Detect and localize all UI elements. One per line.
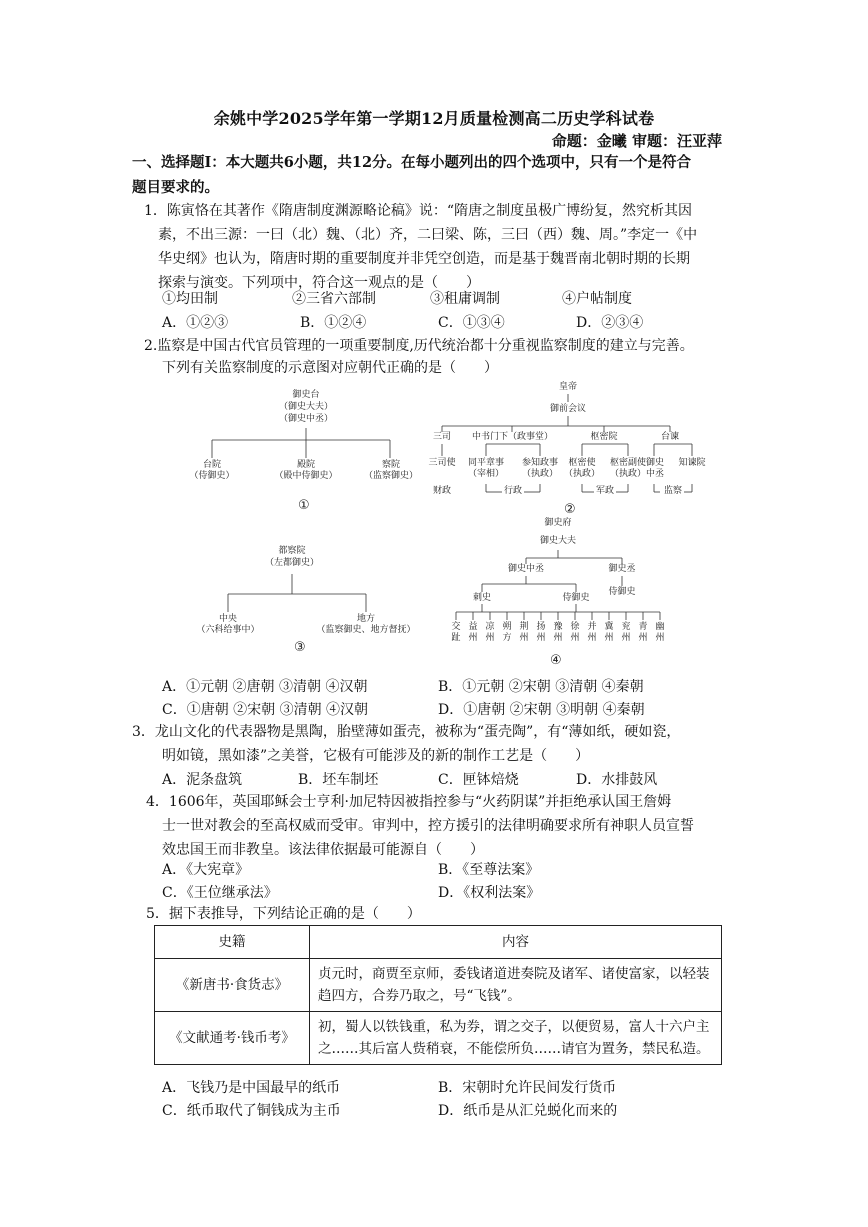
d1-node-3: 察院 （监察御史）	[363, 460, 418, 481]
d2-sub-4: 枢密使 （执政）	[563, 458, 600, 479]
question-3-stem: 3．龙山文化的代表器物是黑陶，胎壁薄如蛋壳，被称为“蛋壳陶”，有“薄如纸，硬如瓷，	[132, 724, 681, 740]
diagram-2-lines	[420, 380, 720, 520]
d2-branch-1: 三司	[432, 432, 451, 442]
d2-meeting: 御前会议	[549, 404, 586, 414]
q3-option-c[interactable]: C．匣钵焙烧	[438, 772, 519, 788]
d2-label-1: 财政	[432, 486, 451, 496]
question-1-stem-cont: 素，不出三源：一曰（北）魏、（北）齐，二曰梁、陈，三曰（西）魏、周。”李定一《中 华史纲》也认为，隋唐时期的重要制度并非凭空创造，而是基于魏晋南北朝时期的长期 探索与演变。下列项中，符合这一观点的是（ ）	[158, 227, 698, 291]
d1-node-2: 殿院 （殿中侍御史）	[274, 460, 338, 481]
question-2-stem-cont: 下列有关监察制度的示意图对应朝代正确的是（ ）	[162, 360, 498, 376]
table-cell-content: 贞元时，商贾至京师，委钱诸道进奏院及诸军、诸使富家，以轻装趋四方，合券乃取之，号“飞钱”。	[310, 959, 722, 1012]
section-heading: 一、选择题Ⅰ：本大题共6小题，共12分。在每小题列出的四个选项中，只有一个是符合 题目要求的。	[132, 154, 692, 196]
table-row	[155, 959, 722, 1012]
q3-option-b[interactable]: B．坯车制坯	[298, 772, 379, 788]
d4-col: 青州	[638, 622, 648, 643]
question-1-stem: 1．陈寅恪在其著作《隋唐制度渊源略论稿》说：“隋唐之制度虽极广博纷复，然究析其因	[144, 203, 693, 219]
table-cell-source: 《文献通考·钱币考》	[155, 1012, 310, 1065]
d4-col: 冀州	[604, 622, 614, 643]
d4-top-2: 御史大夫	[539, 536, 576, 546]
q2-option-b[interactable]: B．①元朝 ②宋朝 ③清朝 ④秦朝	[438, 679, 644, 695]
d2-sub-7: 知谏院	[678, 458, 706, 468]
d4-col: 交趾	[451, 622, 461, 643]
d3-top-2: （左都御史）	[264, 558, 319, 568]
q2-option-d[interactable]: D．①唐朝 ②宋朝 ③明朝 ④秦朝	[438, 702, 645, 718]
d4-col: 兖州	[621, 622, 631, 643]
question-4-stem: 4．1606年，英国耶稣会士亨利·加尼特因被指控参与“火药阴谋”并拒绝承认国王詹姆	[146, 794, 672, 810]
q3-option-d[interactable]: D．水排鼓风	[576, 772, 658, 788]
d1-number: ①	[298, 498, 310, 513]
q5-option-d[interactable]: D．纸币是从汇兑蜕化而来的	[438, 1103, 618, 1119]
d1-top-2: （御史大夫）	[278, 402, 333, 412]
d2-branch-4: 台谏	[660, 432, 679, 442]
d4-low-2: 侍御史	[562, 593, 590, 603]
question-3-stem-cont: 明如镜，黑如漆”之美誉，它极有可能涉及的新的制作工艺是（ ）	[162, 748, 590, 764]
d2-branch-3: 枢密院	[590, 432, 618, 442]
d4-col: 徐州	[570, 622, 580, 643]
d2-sub-1: 三司使	[428, 458, 456, 468]
table-cell-source: 《新唐书·食货志》	[155, 959, 310, 1012]
d4-mid-1: 御史中丞	[507, 564, 544, 574]
table-cell-content: 初，蜀人以铁钱重，私为券，谓之交子，以便贸易，富人十六户主之……其后富人赀稍衰，不能偿所负……请官为置务，禁民私造。	[310, 1012, 722, 1065]
d4-low-1: 刺史	[472, 593, 491, 603]
diagram-1-censorate-tang	[190, 388, 430, 518]
d3-number: ③	[294, 640, 306, 655]
q2-option-a[interactable]: A．①元朝 ②唐朝 ③清朝 ④汉朝	[162, 679, 368, 695]
table-header-content: 内容	[310, 926, 722, 959]
q4-option-c[interactable]: C．《王位继承法》	[162, 885, 278, 901]
d2-branch-2: 中书门下（政事堂）	[472, 432, 554, 442]
question-4-stem-cont: 士一世对教会的至高权威而受审。审判中，控方援引的法律明确要求所有神职人员宣誓 效忠国王而非教皇。该法律依据最可能源自（ ）	[162, 818, 694, 858]
option-a[interactable]: A．①②③	[162, 315, 229, 331]
d4-col: 荆州	[519, 622, 529, 643]
d1-top-3: （御史中丞）	[278, 414, 333, 424]
option-d[interactable]: D．②③④	[576, 315, 644, 331]
d3-top-1: 都察院	[278, 546, 306, 556]
d3-node-2: 地方 （监察御史、地方督抚）	[316, 614, 416, 635]
d2-label-4: 监察	[663, 486, 682, 496]
d2-top: 皇帝	[558, 382, 577, 392]
diagram-3-qing	[188, 544, 428, 660]
q5-source-table	[154, 925, 722, 1065]
d3-node-1: 中央 （六科给事中）	[196, 614, 260, 635]
q4-option-b[interactable]: B．《至尊法案》	[438, 862, 540, 878]
d4-col: 凉州	[485, 622, 495, 643]
q3-option-a[interactable]: A．泥条盘筑	[162, 772, 243, 788]
d4-col: 扬州	[536, 622, 546, 643]
option-c[interactable]: C．①③④	[438, 315, 505, 331]
q4-option-d[interactable]: D．《权利法案》	[438, 885, 541, 901]
d2-sub-6: 御史 中丞	[645, 458, 664, 479]
d4-top-1: 御史府	[544, 518, 572, 528]
d2-label-3: 军政	[595, 486, 614, 496]
d2-number: ②	[564, 502, 576, 517]
d4-col: 并州	[587, 622, 597, 643]
q5-option-c[interactable]: C．纸币取代了铜钱成为主币	[162, 1103, 341, 1119]
d4-col: 益州	[468, 622, 478, 643]
q4-option-a[interactable]: A．《大宪章》	[162, 862, 250, 878]
diagram-2-song	[420, 380, 720, 520]
question-2-stem: 2.监察是中国古代官员管理的一项重要制度,历代统治都十分重视监察制度的建立与完善。	[144, 338, 694, 354]
d2-sub-5: 枢密副使 （执政）	[609, 458, 646, 479]
d4-mid-2: 御史丞	[608, 564, 636, 574]
d2-sub-2: 同平章事 （宰相）	[467, 458, 504, 479]
q5-option-a[interactable]: A．飞钱乃是中国最早的纸币	[162, 1080, 341, 1096]
d4-col: 豫州	[553, 622, 563, 643]
question-5-stem: 5．据下表推导，下列结论正确的是（ ）	[146, 906, 421, 922]
table-header-source: 史籍	[155, 926, 310, 959]
table-row	[155, 1012, 722, 1065]
d1-node-1: 台院 （侍御史）	[189, 460, 235, 481]
option-b[interactable]: B．①②④	[300, 315, 367, 331]
d4-number: ④	[550, 653, 562, 668]
d4-col: 朔方	[502, 622, 512, 643]
q5-option-b[interactable]: B．宋朝时允许民间发行货币	[438, 1080, 617, 1096]
d4-low-3: 侍御史	[608, 587, 636, 597]
d4-col: 幽州	[655, 622, 665, 643]
author-line: 命题：金曦 审题：汪亚萍	[551, 132, 722, 150]
q2-option-c[interactable]: C．①唐朝 ②宋朝 ③清朝 ④汉朝	[162, 702, 369, 718]
d2-label-2: 行政	[503, 486, 522, 496]
exam-page: 余姚中学2025学年第一学期12月质量检测高二历史学科试卷 命题：金曦 审题：汪亚萍 一、选择题Ⅰ：本大题共6小题，共12分。在每小题列出的四个选项中，只有一个是符合 题目要求的。 1．陈寅恪在其著作《隋唐制度渊源略论稿》说：“隋唐之制度虽极广博纷复，然究析其因 素，不出三源：一曰（北）魏、（北）齐，二曰梁、陈，三曰（西）魏、周。”李定一《中 华史纲》也认为，隋唐时期的重要制度并非凭空创造，而是基于魏晋南北朝时期的长期 探索与演变。下列项中，符合这一观点的是（ ） ①均田制 ②三省六部制 ③租庸调制 ④户帖制度 A．①②③ B．①②④ C．①③④ D．②③④ 2.监察是中国古代官员管理的一项重要制度,历代统治都十分重视监察制度的建立与完善。 下列有关监察制度的示意图对应朝代正确的是（ ） 御史台 （御史大夫） （御史中丞） 台院 （侍御史） 殿院 （殿中侍御史） 察院 （监察御史） ① 皇帝 御前会议 三司 中书门下（政事堂） 枢密院 台谏 三司使 同平章事 （宰相） 参知政事 （执政） 枢密使 （执政） 枢密副使 （执政） 御史 中丞 知谏院 财政 行政 军政 监察 ② 都察院 （左都御史） 中央 （六科给事中） 地方 （监察御史、地方督抚） ③ 御史府 御史大夫 御史中丞 御史丞 刺史 侍御史 侍御史 交趾 益州 凉州 朔方 荆州 扬州 豫州 徐州 并州 冀州 兖州 青州 幽州 ④ A．①元朝 ②唐朝 ③清朝 ④汉朝 B．①元朝 ②宋朝 ③清朝 ④秦朝 C．①唐朝 ②宋朝 ③清朝 ④汉朝 D．①唐朝 ②宋朝 ③明朝 ④秦朝 3．龙山文化的代表器物是黑陶，胎壁薄如蛋壳，被称为“蛋壳陶”，有“薄如纸，硬如瓷， 明如镜，黑如漆”之美誉，它极有可能涉及的新的制作工艺是（ ） A．泥条盘筑 B．坯车制坯 C．匣钵焙烧 D．水排鼓风 4．1606年，英国耶稣会士亨利·加尼特因被指控参与“火药阴谋”并拒绝承认国王詹姆 士一世对教会的至高权威而受审。审判中，控方援引的法律明确要求所有神职人员宣誓 效忠国王而非教皇。该法律依据最可能源自（ ） A．《大宪章》 B．《至尊法案》 C．《王位继承法》 D．《权利法案》 5．据下表推导，下列结论正确的是（ ） 史籍 内容 《新唐书·食货志》 贞元时，商贾至京师，委钱诸道进奏院及诸军、诸使富家，以轻装趋四方，合券乃取之，号“飞钱”。 《文献通考·钱币考》 初，蜀人以铁钱重，私为券，谓之交子，以便贸易，富人十六户主之……其后富人赀稍衰，不能偿所负……请官为置务，禁民私造。 A．飞钱乃是中国最早的纸币 B．宋朝时允许民间发行货币 C．纸币取代了铜钱成为主币 D．纸币是从汇兑蜕化而来的	[0, 0, 868, 1227]
diagram-4-han	[446, 516, 696, 668]
table-header-row	[155, 926, 722, 959]
d2-sub-3: 参知政事 （执政）	[521, 458, 558, 479]
d1-top-1: 御史台	[292, 390, 320, 400]
page-title: 余姚中学2025学年第一学期12月质量检测高二历史学科试卷	[213, 109, 655, 128]
